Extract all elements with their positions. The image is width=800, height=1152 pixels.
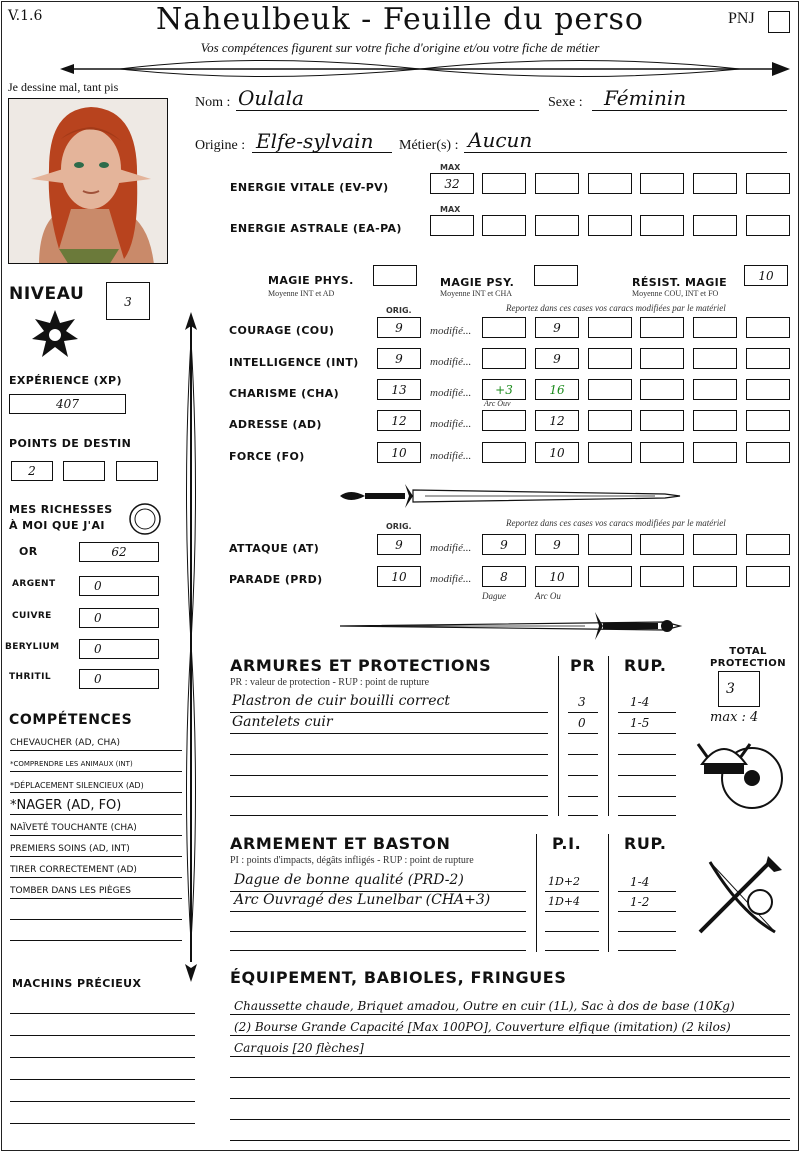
portrait-caption: Je dessine mal, tant pis: [8, 80, 119, 94]
weapon-pi[interactable]: 1D+4: [548, 895, 581, 908]
carac-orig-cou[interactable]: 9: [377, 317, 421, 338]
carac-box[interactable]: [588, 410, 632, 431]
armement-sub: PI : points d'impacts, dégâts infligés - RUP : point de rupture: [230, 855, 474, 866]
ea-box[interactable]: [746, 215, 790, 236]
total-protection-max: max : 4: [710, 710, 759, 725]
carac-box[interactable]: [693, 348, 737, 369]
portrait-image: [8, 98, 168, 264]
combat-box[interactable]: [640, 566, 684, 587]
armor-line: [618, 733, 676, 734]
carac-modifie-text: modifié...: [430, 356, 472, 368]
machin-line[interactable]: [10, 1057, 195, 1058]
armor-line[interactable]: [568, 796, 598, 797]
carac-box[interactable]: [693, 379, 737, 400]
combat-note-dague: Dague: [482, 591, 506, 601]
metier-value[interactable]: Aucun: [468, 128, 533, 152]
carac-box[interactable]: [693, 317, 737, 338]
sexe-label: Sexe :: [548, 95, 583, 110]
carac-mod-int[interactable]: [482, 348, 526, 369]
armures-divider: [558, 656, 559, 816]
carac-box[interactable]: [588, 348, 632, 369]
weapons-crossed-icon: [690, 852, 790, 942]
experience-value[interactable]: 407: [9, 394, 126, 414]
armor-line: [618, 712, 676, 713]
skill-blank-line[interactable]: [10, 919, 182, 920]
ea-box[interactable]: [588, 215, 632, 236]
combat-note-arc: Arc Ou: [535, 591, 561, 601]
weapon-pi[interactable]: 1D+2: [548, 875, 581, 888]
skill-item[interactable]: NAÏVETÉ TOUCHANTE (CHA): [10, 821, 182, 836]
version-label: V.1.6: [8, 8, 43, 24]
combat-at-a[interactable]: 9: [482, 534, 526, 555]
richesses-label-2: À MOI QUE J'AI: [9, 519, 105, 532]
weapon-line[interactable]: [230, 931, 526, 932]
ev-max-value[interactable]: 32: [430, 173, 474, 194]
armor-rup[interactable]: 1-5: [630, 716, 650, 730]
carac-box[interactable]: [640, 348, 684, 369]
magie-psy-sub: Moyenne INT et CHA: [440, 289, 513, 298]
armement-col-pi: P.I.: [552, 834, 582, 853]
ea-box[interactable]: [482, 215, 526, 236]
resist-magie-sub: Moyenne COU, INT et FO: [632, 289, 719, 298]
ev-box[interactable]: [535, 173, 579, 194]
helmet-shield-icon: [694, 724, 786, 816]
ev-label: ENERGIE VITALE (EV-PV): [230, 181, 389, 194]
machin-line[interactable]: [10, 1101, 195, 1102]
equipement-line-text[interactable]: (2) Bourse Grande Capacité [Max 100PO], Couverture elfique (imitation) (2 kilos): [234, 1020, 731, 1034]
carac-orig-int[interactable]: 9: [377, 348, 421, 369]
carac-val-ad[interactable]: 12: [535, 410, 579, 431]
combat-prd-a[interactable]: 8: [482, 566, 526, 587]
nom-line: [236, 110, 539, 111]
carac-modifie-text: modifié...: [430, 387, 472, 399]
pnj-label: PNJ: [728, 10, 755, 27]
skill-blank-line[interactable]: [10, 940, 182, 941]
carac-orig-fo[interactable]: 10: [377, 442, 421, 463]
magie-phys-value[interactable]: [373, 265, 417, 286]
armor-name[interactable]: Gantelets cuir: [232, 714, 333, 730]
skill-item[interactable]: TOMBER DANS LES PIÈGES: [10, 884, 182, 899]
armor-line[interactable]: [568, 815, 598, 816]
equipement-line: [230, 1056, 790, 1057]
experience-label: EXPÉRIENCE (XP): [9, 374, 122, 387]
machins-label: MACHINS PRÉCIEUX: [12, 977, 142, 990]
ea-box[interactable]: [693, 215, 737, 236]
carac-orig-cha[interactable]: 13: [377, 379, 421, 400]
armor-name[interactable]: Plastron de cuir bouilli correct: [232, 693, 450, 709]
wealth-value-or[interactable]: 62: [79, 542, 159, 562]
carac-box[interactable]: [746, 379, 790, 400]
caracs-note: Reportez dans ces cases vos caracs modifiées par le matériel: [506, 303, 726, 313]
destin-box-1[interactable]: 2: [11, 461, 53, 481]
destin-label: POINTS DE DESTIN: [9, 437, 132, 450]
origine-label: Origine :: [195, 138, 246, 153]
carac-modifie-text: modifié...: [430, 450, 472, 462]
magie-phys-label: MAGIE PHYS.: [268, 274, 354, 287]
armement-divider: [536, 834, 537, 952]
equipement-line: [230, 1014, 790, 1015]
armor-line: [230, 733, 548, 734]
ev-box[interactable]: [482, 173, 526, 194]
page-title: Naheulbeuk - Feuille du perso: [156, 2, 644, 37]
carac-val-fo[interactable]: 10: [535, 442, 579, 463]
carac-box[interactable]: [693, 410, 737, 431]
carac-box[interactable]: [640, 379, 684, 400]
equipement-label: ÉQUIPEMENT, BABIOLES, FRINGUES: [230, 968, 567, 987]
armor-line[interactable]: [618, 796, 676, 797]
armures-col-pr: PR: [570, 656, 596, 675]
carac-box[interactable]: [640, 317, 684, 338]
armor-line: [568, 733, 598, 734]
carac-box[interactable]: [746, 348, 790, 369]
sexe-value[interactable]: Féminin: [604, 86, 687, 110]
nom-value[interactable]: Oulala: [238, 86, 304, 110]
weapon-line: [618, 891, 676, 892]
vertical-spear-icon: [180, 312, 202, 982]
machin-line[interactable]: [10, 1013, 195, 1014]
ev-box[interactable]: [588, 173, 632, 194]
resist-magie-value[interactable]: 10: [744, 265, 788, 286]
ev-max-label: MAX: [440, 163, 461, 172]
weapon-line: [545, 911, 599, 912]
armor-line[interactable]: [568, 775, 598, 776]
ea-max-label: MAX: [440, 205, 461, 214]
armor-line[interactable]: [230, 815, 548, 816]
weapon-name[interactable]: Dague de bonne qualité (PRD-2): [234, 872, 464, 888]
armor-line[interactable]: [618, 815, 676, 816]
wealth-value-thritil[interactable]: 0: [79, 669, 159, 689]
ea-box[interactable]: [535, 215, 579, 236]
dragon-emblem-icon: [30, 305, 80, 365]
combat-box[interactable]: [693, 566, 737, 587]
sword-icon: [335, 608, 685, 644]
magie-psy-label: MAGIE PSY.: [440, 276, 515, 289]
spear-ornament-icon: [60, 56, 790, 82]
equipement-line[interactable]: [230, 1140, 790, 1141]
carac-val-cou[interactable]: 9: [535, 317, 579, 338]
carac-label-fo: FORCE (FO): [229, 450, 305, 463]
combat-label-prd: PARADE (PRD): [229, 573, 323, 586]
skill-item[interactable]: TIRER CORRECTEMENT (AD): [10, 863, 182, 878]
sword-icon: [335, 478, 685, 514]
weapon-line[interactable]: [545, 950, 599, 951]
armor-pr[interactable]: 0: [578, 716, 586, 730]
carac-box[interactable]: [640, 442, 684, 463]
machin-line[interactable]: [10, 1123, 195, 1124]
carac-val-int[interactable]: 9: [535, 348, 579, 369]
armures-col-rup: RUP.: [624, 656, 667, 675]
resist-magie-label: RÉSIST. MAGIE: [632, 276, 728, 289]
ev-box[interactable]: [746, 173, 790, 194]
wealth-value-berylium[interactable]: 0: [79, 639, 159, 659]
carac-box[interactable]: [746, 317, 790, 338]
armures-label: ARMURES ET PROTECTIONS: [230, 656, 492, 675]
combat-label-at: ATTAQUE (AT): [229, 542, 320, 555]
weapon-name[interactable]: Arc Ouvragé des Lunelbar (CHA+3): [234, 892, 491, 908]
niveau-label: NIVEAU: [9, 284, 85, 304]
caracs-orig-label: ORIG.: [386, 306, 412, 315]
coin-icon: [128, 502, 162, 536]
weapon-line[interactable]: [618, 931, 676, 932]
armor-line[interactable]: [230, 754, 548, 755]
armor-line: [230, 712, 548, 713]
total-protection-value[interactable]: 3: [718, 671, 760, 707]
ev-box[interactable]: [693, 173, 737, 194]
carac-label-int: INTELLIGENCE (INT): [229, 356, 359, 369]
niveau-value[interactable]: 3: [106, 282, 150, 320]
weapon-line[interactable]: [618, 950, 676, 951]
carac-mod-ad[interactable]: [482, 410, 526, 431]
armement-divider: [608, 834, 609, 952]
origine-line: [252, 152, 392, 153]
armor-line[interactable]: [230, 796, 548, 797]
weapon-line: [618, 911, 676, 912]
destin-box-2[interactable]: [63, 461, 105, 481]
armor-line[interactable]: [230, 775, 548, 776]
combat-box[interactable]: [588, 566, 632, 587]
armor-line[interactable]: [618, 754, 676, 755]
carac-label-cou: COURAGE (COU): [229, 324, 335, 337]
weapon-rup[interactable]: 1-2: [630, 895, 650, 909]
total-protection-label-2: PROTECTION: [710, 658, 786, 669]
carac-mod-cha[interactable]: +3: [482, 379, 526, 400]
armures-sub: PR : valeur de protection - RUP : point de rupture: [230, 677, 430, 688]
combat-orig-label: ORIG.: [386, 522, 412, 531]
combat-at-b[interactable]: 9: [535, 534, 579, 555]
carac-modifie-text: modifié...: [430, 325, 472, 337]
combat-box[interactable]: [640, 534, 684, 555]
skill-item[interactable]: CHEVAUCHER (AD, CHA): [10, 736, 182, 751]
combat-orig-at[interactable]: 9: [377, 534, 421, 555]
carac-label-cha: CHARISME (CHA): [229, 387, 340, 400]
combat-box[interactable]: [746, 566, 790, 587]
armor-rup[interactable]: 1-4: [630, 695, 650, 709]
combat-box[interactable]: [693, 534, 737, 555]
wealth-label-cuivre: CUIVRE: [12, 611, 52, 621]
carac-val-cha[interactable]: 16: [535, 379, 579, 400]
total-protection-label-1: TOTAL: [729, 646, 767, 657]
armement-col-rup: RUP.: [624, 834, 667, 853]
armor-line: [568, 712, 598, 713]
wealth-label-thritil: THRITIL: [9, 672, 51, 682]
skill-item[interactable]: PREMIERS SOINS (AD, INT): [10, 842, 182, 857]
weapon-line[interactable]: [230, 950, 526, 951]
magie-phys-sub: Moyenne INT et AD: [268, 289, 335, 298]
armor-line[interactable]: [618, 775, 676, 776]
carac-modifie-text: modifié...: [430, 418, 472, 430]
ea-max-value[interactable]: [430, 215, 474, 236]
sexe-line: [592, 110, 787, 111]
weapon-line: [545, 891, 599, 892]
equipement-line[interactable]: [230, 1098, 790, 1099]
wealth-value-cuivre[interactable]: 0: [79, 608, 159, 628]
combat-modifie-text: modifié...: [430, 573, 472, 585]
ea-box[interactable]: [640, 215, 684, 236]
combat-box[interactable]: [746, 534, 790, 555]
carac-mod-cou[interactable]: [482, 317, 526, 338]
combat-orig-prd[interactable]: 10: [377, 566, 421, 587]
machin-line[interactable]: [10, 1035, 195, 1036]
carac-mod-fo[interactable]: [482, 442, 526, 463]
character-portrait-icon: [9, 99, 168, 264]
combat-box[interactable]: [588, 534, 632, 555]
carac-box[interactable]: [640, 410, 684, 431]
destin-box-3[interactable]: [116, 461, 158, 481]
machin-line[interactable]: [10, 1079, 195, 1080]
carac-box[interactable]: [746, 410, 790, 431]
carac-box[interactable]: [588, 442, 632, 463]
weapon-rup[interactable]: 1-4: [630, 875, 650, 889]
skill-item[interactable]: *COMPRENDRE LES ANIMAUX (INT): [10, 757, 182, 772]
metier-label: Métier(s) :: [399, 138, 459, 153]
magie-psy-value[interactable]: [534, 265, 578, 286]
carac-mod-note-cha: Arc Ouv: [484, 399, 511, 408]
combat-prd-b[interactable]: 10: [535, 566, 579, 587]
carac-box[interactable]: [588, 379, 632, 400]
skill-item[interactable]: *DÉPLACEMENT SILENCIEUX (AD): [10, 778, 182, 793]
ea-label: ENERGIE ASTRALE (EA-PA): [230, 222, 402, 235]
armor-line[interactable]: [568, 754, 598, 755]
wealth-value-argent[interactable]: 0: [79, 576, 159, 596]
carac-orig-ad[interactable]: 12: [377, 410, 421, 431]
armor-pr[interactable]: 3: [578, 695, 586, 709]
metier-line: [464, 152, 787, 153]
equipement-line[interactable]: [230, 1077, 790, 1078]
equipement-line: [230, 1035, 790, 1036]
wealth-label-or: OR: [19, 545, 38, 558]
competences-label: COMPÉTENCES: [9, 712, 133, 728]
carac-box[interactable]: [746, 442, 790, 463]
ev-box[interactable]: [640, 173, 684, 194]
nom-label: Nom :: [195, 95, 231, 110]
equipement-line-text[interactable]: Carquois [20 flèches]: [234, 1041, 364, 1055]
wealth-label-berylium: BERYLIUM: [5, 642, 60, 652]
richesses-label-1: MES RICHESSES: [9, 503, 113, 516]
carac-box[interactable]: [588, 317, 632, 338]
armement-label: ARMEMENT ET BASTON: [230, 834, 451, 853]
combat-note: Reportez dans ces cases vos caracs modifiées par le matériel: [506, 518, 726, 528]
pnj-checkbox[interactable]: [768, 11, 790, 33]
equipement-line-text[interactable]: Chaussette chaude, Briquet amadou, Outre en cuir (1L), Sac à dos de base (10Kg): [234, 999, 735, 1013]
weapon-line: [230, 911, 526, 912]
carac-label-ad: ADRESSE (AD): [229, 418, 322, 431]
page-subtitle: Vos compétences figurent sur votre fiche d'origine et/ou votre fiche de métier: [200, 40, 600, 55]
armures-divider: [608, 656, 609, 816]
weapon-line[interactable]: [545, 931, 599, 932]
combat-modifie-text: modifié...: [430, 542, 472, 554]
skill-item[interactable]: *NAGER (AD, FO): [10, 797, 182, 815]
equipement-line[interactable]: [230, 1119, 790, 1120]
origine-value[interactable]: Elfe-sylvain: [256, 129, 374, 153]
wealth-label-argent: ARGENT: [12, 579, 56, 589]
carac-box[interactable]: [693, 442, 737, 463]
